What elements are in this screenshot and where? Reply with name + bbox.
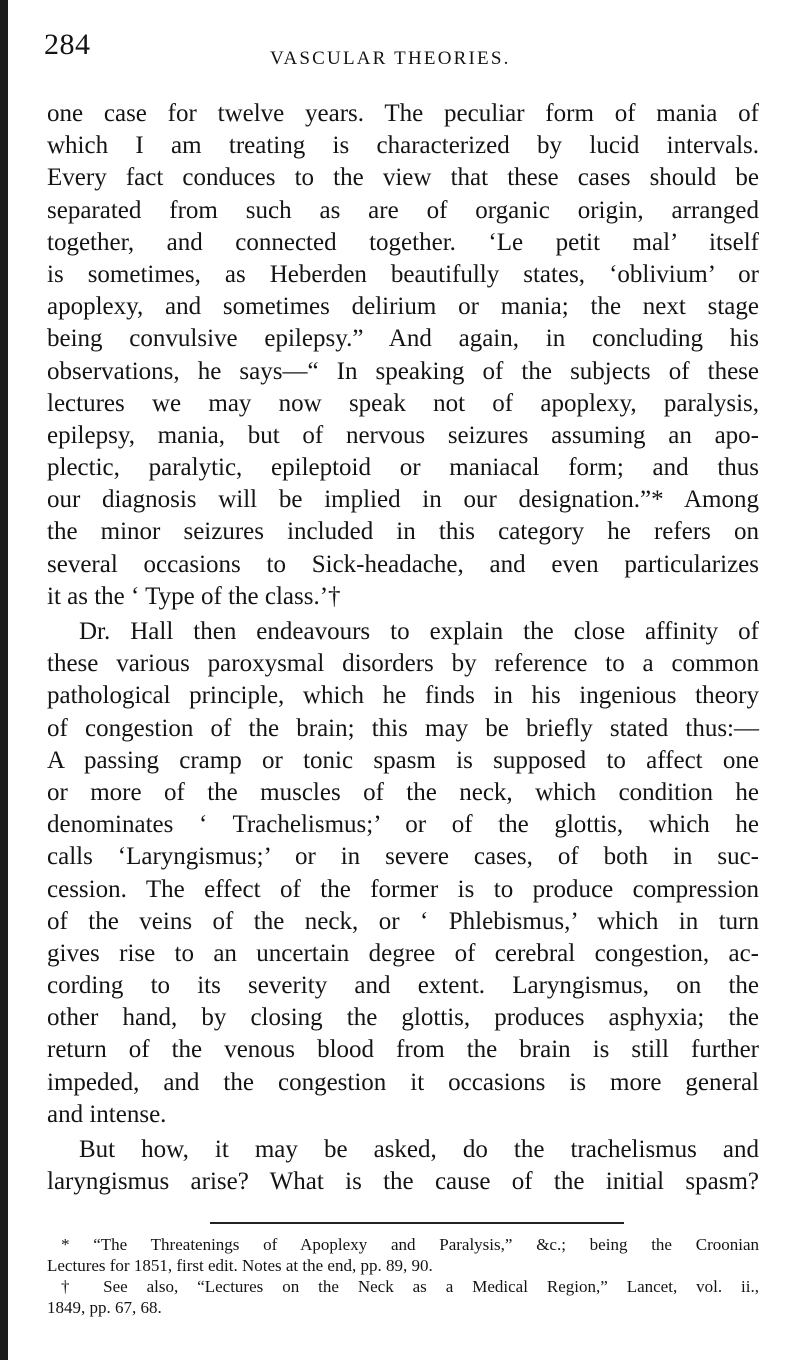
text-line: impeded, and the congestion it occasions is more general bbox=[47, 1068, 759, 1096]
text-line: other hand, by closing the glottis, produces asphyxia; the bbox=[47, 1004, 759, 1032]
text-line: apoplexy, and sometimes delirium or mania; the next stage bbox=[47, 293, 759, 321]
text-line: laryngismus arise? What is the cause of the initial spasm? bbox=[47, 1168, 759, 1196]
text-line: and intense. bbox=[47, 1100, 167, 1128]
footnote-line: 1849, pp. 67, 68. bbox=[47, 1298, 162, 1317]
footnote-rule bbox=[210, 1222, 624, 1224]
footnote-line: † See also, “Lectures on the Neck as a Medical Region,” Lancet, vol. ii., bbox=[61, 1277, 759, 1296]
text-line: of the veins of the neck, or ‘ Phlebismus,’ which in turn bbox=[47, 907, 759, 935]
footnote-line: * “The Threatenings of Apoplexy and Paralysis,” &c.; being the Croonian bbox=[61, 1235, 759, 1254]
footnotes bbox=[47, 1234, 759, 1318]
text-line: which I am treating is characterized by lucid intervals. bbox=[47, 132, 759, 160]
text-line: of congestion of the brain; this may be briefly stated thus:— bbox=[47, 714, 759, 742]
text-line: calls ‘Laryngismus;’ or in severe cases, of both in suc- bbox=[47, 843, 759, 871]
text-line: it as the ‘ Type of the class.’† bbox=[47, 582, 341, 610]
text-line: denominates ‘ Trachelismus;’ or of the glottis, which he bbox=[47, 811, 759, 839]
text-line: together, and connected together. ‘Le petit mal’ itself bbox=[47, 228, 759, 256]
text-line: separated from such as are of organic origin, arranged bbox=[47, 196, 759, 224]
text-line: cording to its severity and extent. Laryngismus, on the bbox=[47, 972, 759, 1000]
paragraph bbox=[47, 616, 759, 1131]
text-line: pathological principle, which he finds in his ingenious theory bbox=[47, 682, 759, 710]
text-line: several occasions to Sick-headache, and even particularizes bbox=[47, 550, 759, 578]
text-line: our diagnosis will be implied in our designation.”* Among bbox=[47, 486, 759, 514]
text-line: being convulsive epilepsy.” And again, in concluding his bbox=[47, 325, 759, 353]
text-line: A passing cramp or tonic spasm is supposed to affect one bbox=[47, 746, 759, 774]
text-line: gives rise to an uncertain degree of cerebral congestion, ac- bbox=[47, 939, 759, 967]
text-line: is sometimes, as Heberden beautifully states, ‘oblivium’ or bbox=[47, 260, 759, 288]
text-line: But how, it may be asked, do the trachelismus and bbox=[79, 1136, 759, 1163]
text-line: lectures we may now speak not of apoplexy, paralysis, bbox=[47, 389, 759, 417]
text-line: return of the venous blood from the brain is still further bbox=[47, 1036, 759, 1064]
text-line: or more of the muscles of the neck, which condition he bbox=[47, 778, 759, 806]
body-text bbox=[47, 98, 759, 1198]
footnote-line: Lectures for 1851, first edit. Notes at the end, pp. 89, 90. bbox=[47, 1256, 433, 1275]
text-line: the minor seizures included in this category he refers on bbox=[47, 518, 759, 546]
text-line: cession. The effect of the former is to produce compression bbox=[47, 875, 759, 903]
paragraph bbox=[47, 98, 759, 613]
text-line: epilepsy, mania, but of nervous seizures assuming an apo- bbox=[47, 421, 759, 449]
text-line: these various paroxysmal disorders by reference to a common bbox=[47, 650, 759, 678]
page-edge-shadow bbox=[0, 0, 8, 1360]
text-line: Dr. Hall then endeavours to explain the close affinity of bbox=[79, 618, 759, 645]
text-line: observations, he says—“ In speaking of the subjects of these bbox=[47, 357, 759, 385]
page-number: 284 bbox=[44, 28, 91, 61]
paragraph bbox=[47, 1134, 759, 1198]
text-line: one case for twelve years. The peculiar form of mania of bbox=[47, 100, 759, 127]
text-line: plectic, paralytic, epileptoid or maniacal form; and thus bbox=[47, 454, 759, 482]
text-line: Every fact conduces to the view that these cases should be bbox=[47, 164, 759, 192]
running-head: VASCULAR THEORIES. bbox=[270, 48, 511, 69]
